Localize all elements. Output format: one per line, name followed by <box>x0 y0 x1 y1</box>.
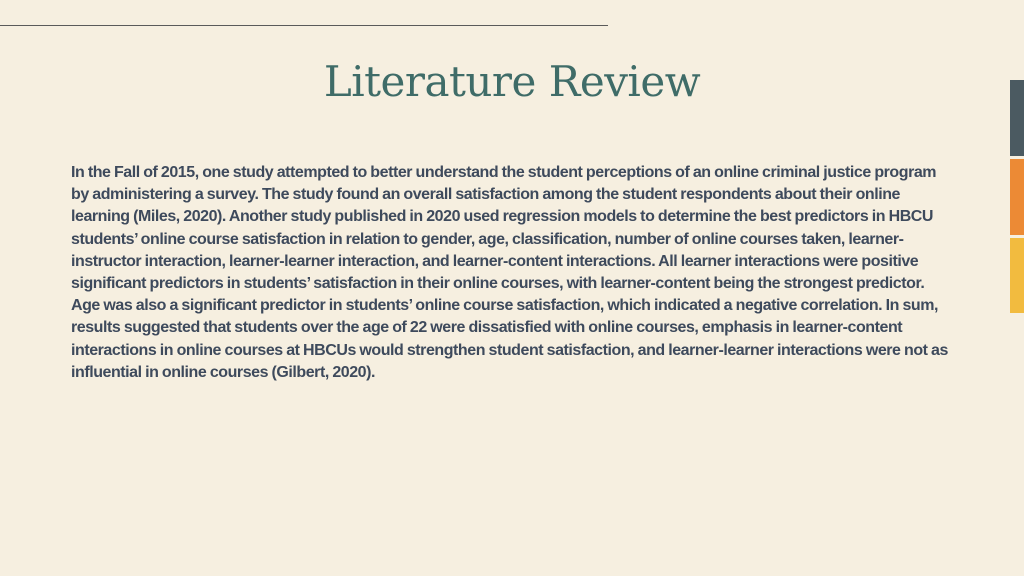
accent-bar-yellow <box>1010 238 1024 313</box>
accent-bar-orange <box>1010 159 1024 235</box>
top-divider-line <box>0 25 608 26</box>
accent-bar-slate <box>1010 80 1024 156</box>
slide-title: Literature Review <box>323 57 701 106</box>
slide-body-text: In the Fall of 2015, one study attempted to better understand the student perceptions of an online criminal justice program by administering a survey. The study found an overall satisfaction among the student respondents about their online learning (Miles, 2020). Another study published in 2020 used regression models to determine the best predictors in HBCU students’ online course satisfaction in relation to gender, age, classification, number of online courses taken, learner-instructor interaction, learner-learner interaction, and learner-content interactions. All learner interactions were positive significant predictors in students’ satisfaction in their online courses, with learner-content being the strongest predictor. Age was also a significant predictor in students’ online course satisfaction, which indicated a negative correlation. In sum, results suggested that students over the age of 22 were dissatisfied with online courses, emphasis in learner-content interactions in online courses at HBCUs would strengthen student satisfaction, and learner-learner interactions were not as influential in online courses (Gilbert, 2020). <box>71 164 948 381</box>
